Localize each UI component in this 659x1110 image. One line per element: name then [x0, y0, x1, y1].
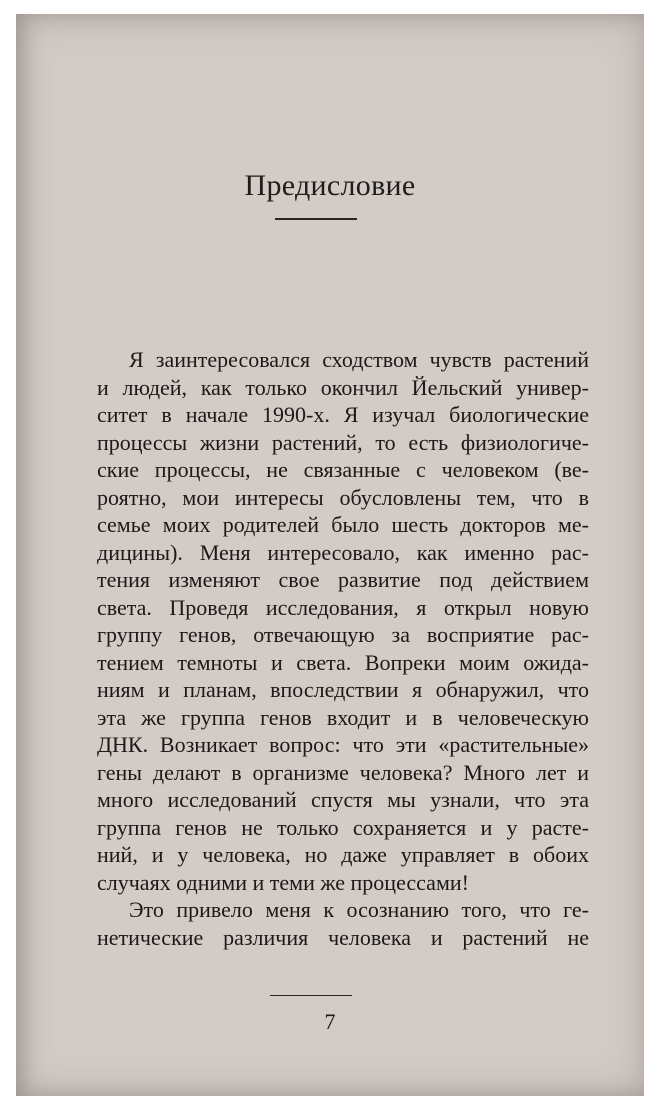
footer-rule [270, 995, 352, 996]
text-line: нетические различия человека и растений не [97, 924, 589, 950]
text-line: много исследований спустя мы узнали, что эта [97, 787, 589, 812]
text-line: ДНК. Возникает вопрос: что эти «растительные» [97, 732, 589, 757]
text-line: ские процессы, не связанные с человеком (ве- [97, 457, 589, 482]
text-line: ний, и у человека, но даже управляет в обоих [97, 842, 589, 867]
text-line: ситет в начале 1990-х. Я изучал биологические [97, 402, 589, 427]
text-line: света. Проведя исследования, я открыл новую [97, 594, 589, 620]
text-line: процессы жизни растений, то есть физиологиче- [97, 429, 589, 455]
text-line: тения изменяют свое развитие под действием [97, 567, 589, 592]
text-line: Это привело меня к осознанию того, что ге- [129, 897, 589, 922]
text-line: Я заинтересовался сходством чувств растений [129, 347, 589, 372]
book-page [16, 14, 644, 1096]
text-line: группу генов, отвечающую за восприятие рас- [97, 622, 589, 647]
text-line: и людей, как только окончил Йельский универ- [97, 374, 589, 400]
text-line: случаях одними и теми же процессами! [97, 869, 469, 895]
text-line: семье моих родителей было шесть докторов ме- [97, 512, 589, 537]
title-underline [275, 218, 357, 220]
chapter-title: Предисловие [244, 169, 416, 202]
body-text [97, 346, 589, 951]
text-line: роятно, мои интересы обусловлены тем, что в [97, 484, 589, 510]
text-line: эта же группа генов входит и в человеческую [97, 704, 589, 730]
text-line: дицины). Меня интересовало, как именно рас- [97, 539, 589, 565]
text-line: тением темноты и света. Вопреки моим ожида- [97, 649, 589, 675]
text-line: ниям и планам, впоследствии я обнаружил, что [97, 677, 589, 702]
text-line: гены делают в организме человека? Много лет и [97, 759, 589, 785]
text-line: группа генов не только сохраняется и у расте- [97, 814, 589, 840]
page-number: 7 [324, 1009, 336, 1034]
